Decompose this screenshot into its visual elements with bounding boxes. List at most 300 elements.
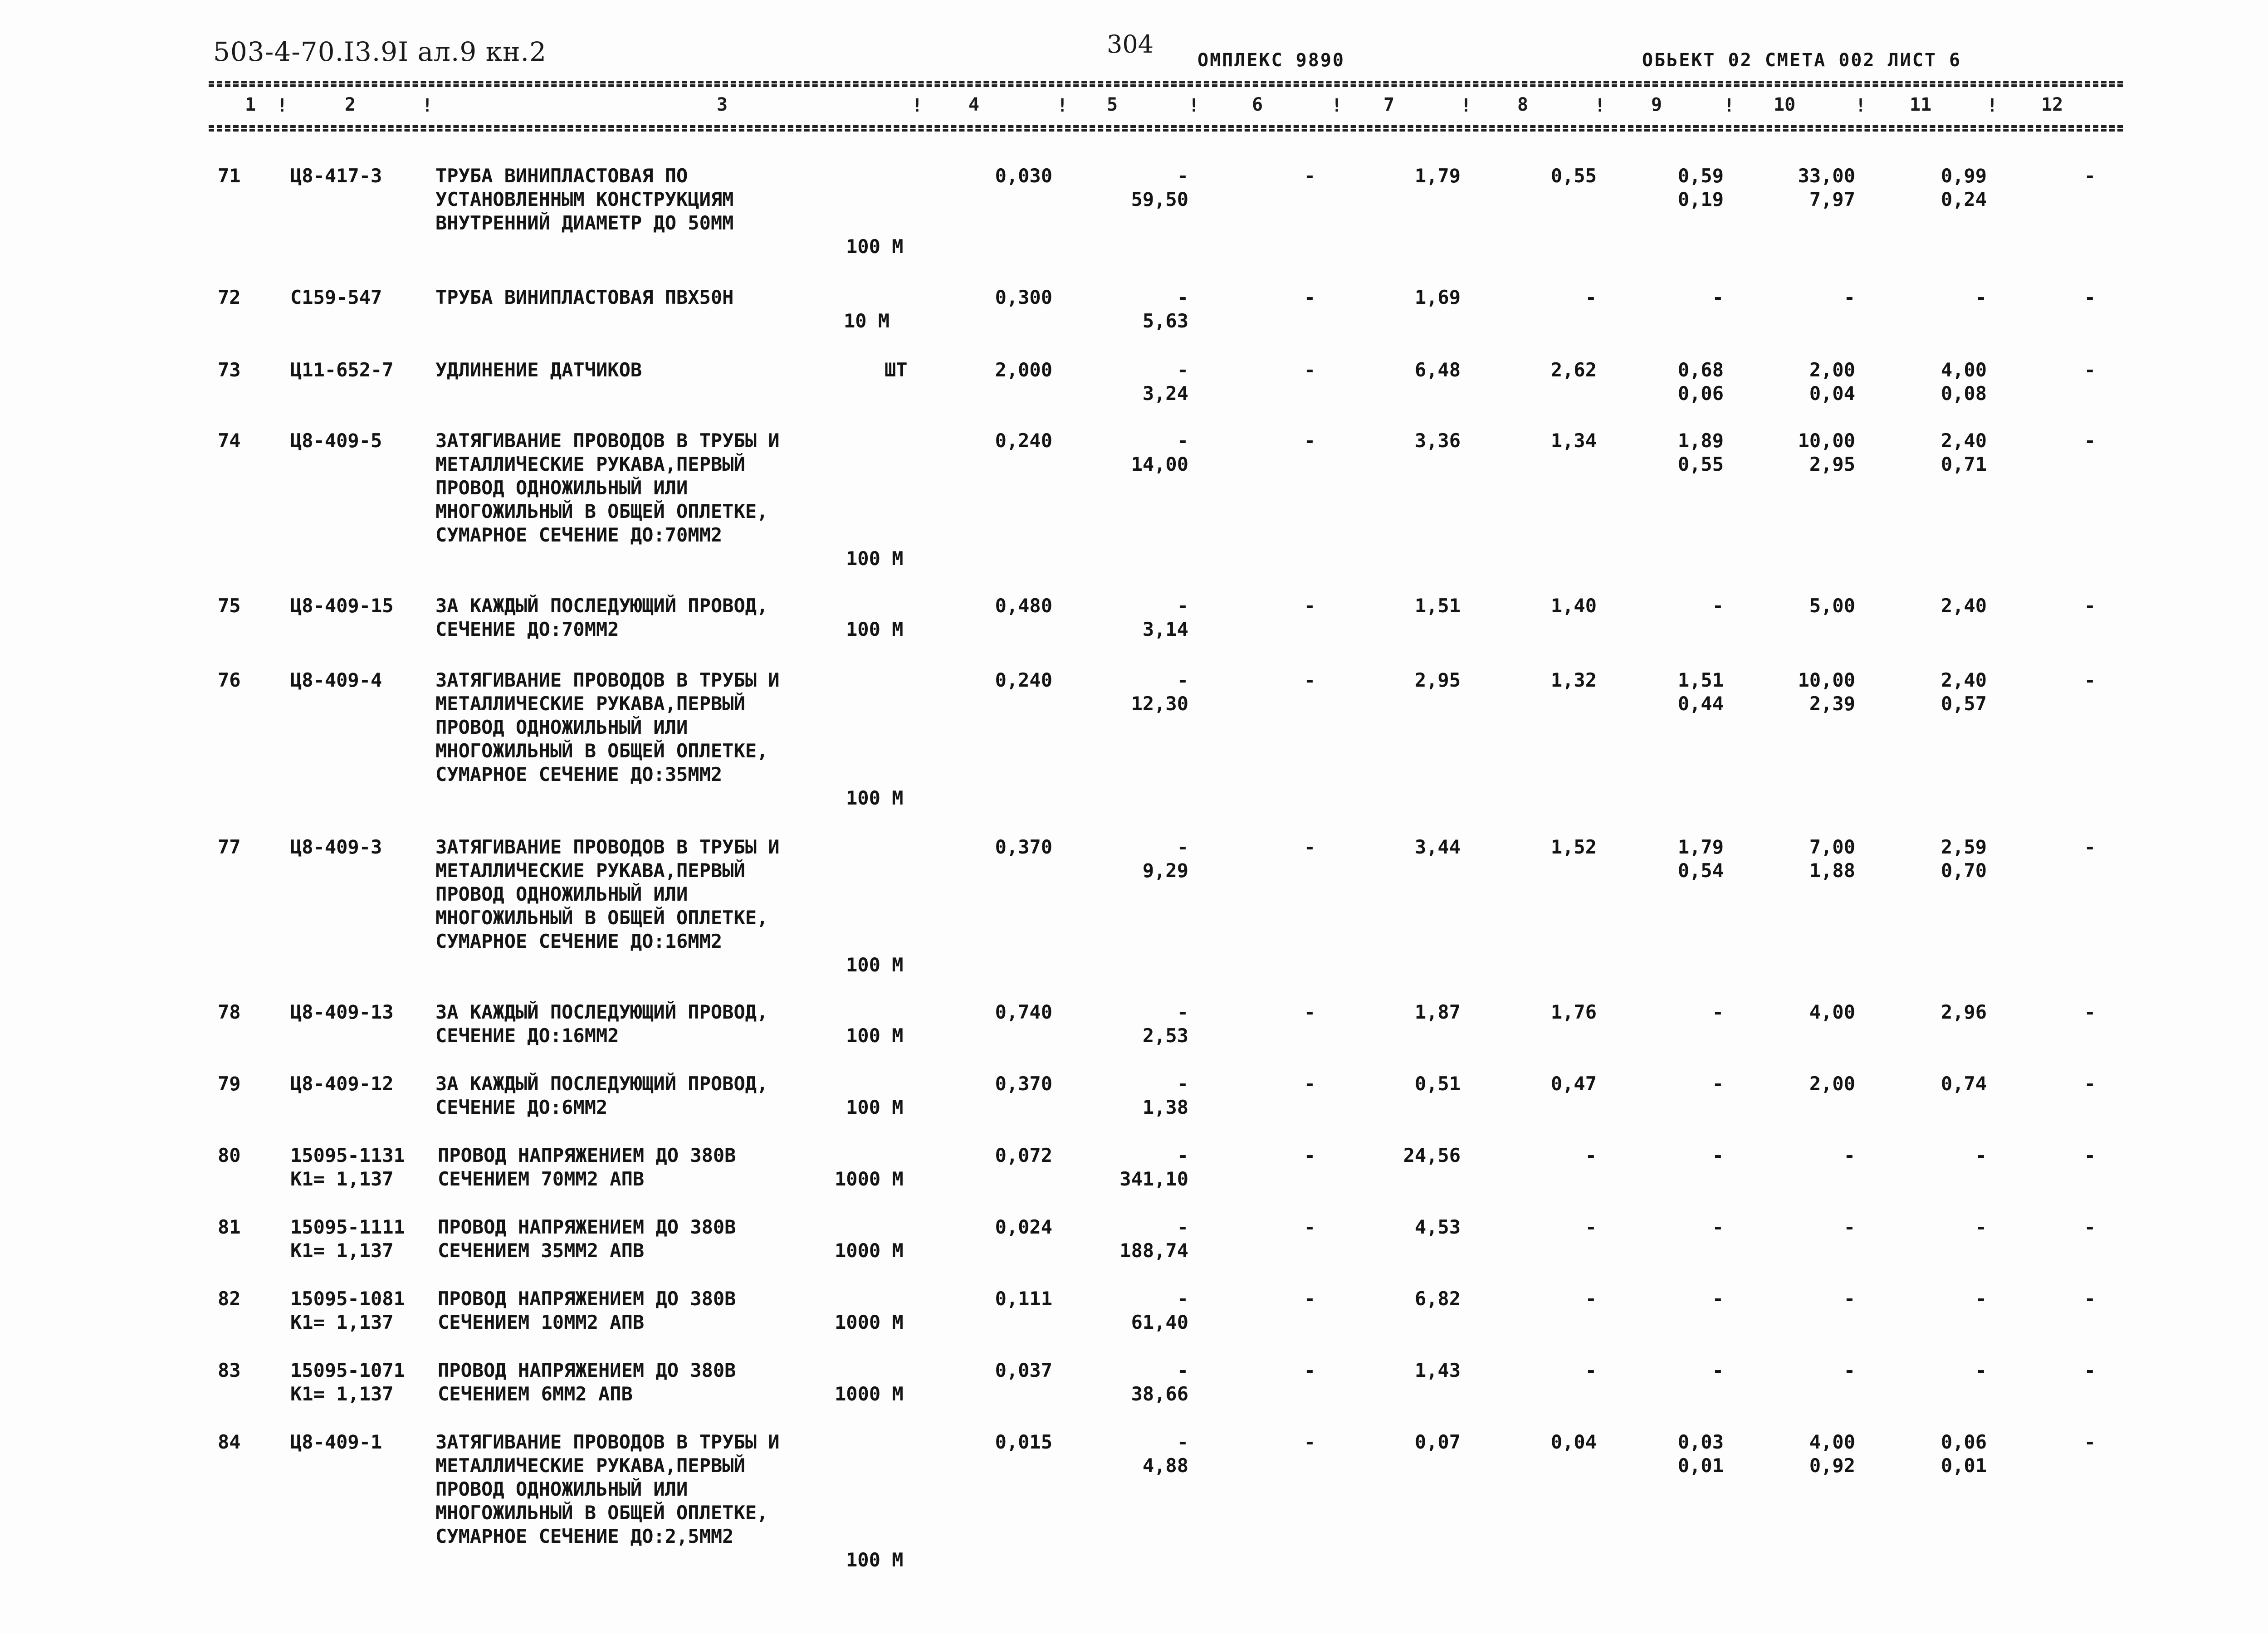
- value-col-11-line: 0,01: [1941, 1454, 1987, 1477]
- value-col-9-line: 0,68: [1677, 359, 1724, 381]
- value-col-12-line: -: [2084, 429, 2096, 452]
- value-col-12: [2041, 1144, 2096, 1167]
- value-col-4: [925, 1072, 1052, 1096]
- value-col-10-line: 2,95: [1809, 453, 1855, 475]
- value-col-8: [1497, 1072, 1597, 1096]
- value-col-10-line: -: [1843, 1359, 1855, 1381]
- rate-code: 15095-1131: [290, 1144, 405, 1166]
- value-col-8: [1497, 1000, 1597, 1024]
- column-separator: !: [1461, 95, 1472, 116]
- row-number: 72: [218, 286, 241, 308]
- value-col-4-line: 0,111: [995, 1288, 1052, 1310]
- value-col-12: [2041, 286, 2096, 309]
- value-col-9-line: 0,54: [1677, 859, 1724, 882]
- value-col-6: [1243, 1287, 1315, 1311]
- value-col-12-line: -: [2084, 165, 2096, 187]
- value-col-11: [1896, 835, 1987, 883]
- measure-unit: 1000 М: [835, 1311, 904, 1333]
- value-col-6: [1243, 594, 1315, 618]
- measure-unit: 100 М: [846, 1024, 904, 1047]
- value-col-7-line: 0,51: [1414, 1073, 1461, 1095]
- value-col-6-line: -: [1304, 595, 1315, 617]
- value-col-6-line: -: [1304, 1431, 1315, 1453]
- value-col-7: [1370, 429, 1461, 453]
- value-col-10-line: 4,00: [1809, 1431, 1855, 1453]
- value-col-5-line: 341,10: [1119, 1168, 1188, 1190]
- column-number-3: 3: [717, 94, 728, 115]
- value-col-6: [1243, 668, 1315, 692]
- row-number: 82: [218, 1288, 241, 1310]
- row-number: 83: [218, 1359, 241, 1381]
- value-col-9: [1633, 835, 1724, 883]
- column-number-7: 7: [1383, 94, 1395, 115]
- work-description: [435, 1000, 768, 1048]
- value-col-8: [1497, 1144, 1597, 1167]
- value-col-5-line: -: [1177, 836, 1188, 858]
- measure-unit: 10 М: [844, 310, 890, 332]
- work-description-line: СУМАРНОЕ СЕЧЕНИЕ ДО:16ММ2: [435, 930, 723, 952]
- value-col-6-line: -: [1304, 1288, 1315, 1310]
- work-description-line: УДЛИНЕНИЕ ДАТЧИКОВ: [435, 359, 642, 381]
- value-col-5: [1043, 1215, 1188, 1263]
- measure-unit: 100 М: [846, 1096, 904, 1118]
- value-col-6: [1243, 1359, 1315, 1382]
- value-col-7: [1370, 1287, 1461, 1311]
- value-col-12: [2041, 1000, 2096, 1024]
- work-description-line: МЕТАЛЛИЧЕСКИЕ РУКАВА,ПЕРВЫЙ: [435, 453, 745, 475]
- value-col-11-line: 2,96: [1941, 1001, 1987, 1023]
- value-col-9: [1633, 668, 1724, 716]
- value-col-6-line: -: [1304, 286, 1315, 308]
- work-description-line: ТРУБА ВИНИПЛАСТОВАЯ ПО: [435, 165, 688, 187]
- work-description-line: МНОГОЖИЛЬНЫЙ В ОБЩЕЙ ОПЛЕТКЕ,: [435, 740, 768, 762]
- value-col-6: [1243, 286, 1315, 309]
- value-col-9: [1633, 594, 1724, 618]
- rate-code: Ц8-409-4: [290, 669, 382, 691]
- value-col-6-line: -: [1304, 1073, 1315, 1095]
- value-col-5-line: -: [1177, 669, 1188, 691]
- value-col-10-line: 7,97: [1809, 188, 1855, 210]
- value-col-6-line: -: [1304, 359, 1315, 381]
- column-number-4: 4: [968, 94, 980, 115]
- work-description: [438, 1359, 736, 1406]
- value-col-10: [1751, 164, 1855, 211]
- column-number-9: 9: [1651, 94, 1662, 115]
- value-col-4-line: 0,030: [995, 165, 1052, 187]
- value-col-5-line: 4,88: [1142, 1454, 1188, 1477]
- value-col-12: [2041, 594, 2096, 618]
- row-number: 73: [218, 359, 241, 381]
- value-col-6: [1243, 164, 1315, 188]
- rate-code: Ц8-409-12: [290, 1073, 394, 1095]
- value-col-7: [1370, 835, 1461, 859]
- value-col-9-line: 0,06: [1677, 382, 1724, 405]
- value-col-9-line: 1,79: [1677, 836, 1724, 858]
- value-col-11: [1896, 1287, 1987, 1311]
- value-col-5-line: -: [1177, 1001, 1188, 1023]
- work-description-line: ПРОВОД НАПРЯЖЕНИЕМ ДО 380В: [438, 1359, 736, 1381]
- value-col-8: [1497, 1287, 1597, 1311]
- value-col-11-line: 0,57: [1941, 693, 1987, 715]
- value-col-11: [1896, 668, 1987, 716]
- value-col-8-line: 1,76: [1550, 1001, 1597, 1023]
- value-col-8: [1497, 1430, 1597, 1454]
- value-col-8: [1497, 164, 1597, 188]
- value-col-12-line: -: [2084, 1359, 2096, 1381]
- value-col-8: [1497, 594, 1597, 618]
- work-description-line: ЗАТЯГИВАНИЕ ПРОВОДОВ В ТРУБЫ И: [435, 1431, 780, 1453]
- rate-code: Ц8-409-3: [290, 836, 382, 858]
- value-col-11-line: 0,99: [1941, 165, 1987, 187]
- header-rule-bottom-2: [209, 129, 2123, 132]
- row-number: 76: [218, 669, 241, 691]
- value-col-12-line: -: [2084, 836, 2096, 858]
- value-col-4: [925, 1215, 1052, 1239]
- row-number: 81: [218, 1216, 241, 1238]
- value-col-5: [1043, 429, 1188, 476]
- value-col-11: [1896, 358, 1987, 405]
- row-number: 79: [218, 1073, 241, 1095]
- measure-unit: 100 М: [846, 787, 904, 809]
- value-col-4: [925, 1359, 1052, 1382]
- row-number: 75: [218, 595, 241, 617]
- header-rule-top-2: [209, 84, 2123, 87]
- value-col-4: [925, 429, 1052, 453]
- coefficient-k1: К1= 1,137: [290, 1168, 394, 1190]
- value-col-10-line: 2,39: [1809, 693, 1855, 715]
- measure-unit: ШТ: [885, 359, 908, 381]
- work-description: [435, 358, 642, 382]
- work-description-line: УСТАНОВЛЕННЫМ КОНСТРУКЦИЯМ: [435, 188, 734, 210]
- value-col-7-line: 1,43: [1414, 1359, 1461, 1381]
- value-col-8-line: 0,04: [1550, 1431, 1597, 1453]
- work-description: [435, 429, 780, 547]
- value-col-5-line: 2,53: [1142, 1024, 1188, 1047]
- value-col-12: [2041, 1359, 2096, 1382]
- value-col-8-line: 0,55: [1550, 165, 1597, 187]
- document-code: 503-4-70.I3.9I ал.9 кн.2: [213, 36, 547, 67]
- value-col-4: [925, 164, 1052, 188]
- value-col-11-line: -: [1975, 1359, 1987, 1381]
- value-col-5-line: 14,00: [1131, 453, 1188, 475]
- value-col-7: [1370, 668, 1461, 692]
- work-description-line: ЗАТЯГИВАНИЕ ПРОВОДОВ В ТРУБЫ И: [435, 836, 780, 858]
- work-description-line: ТРУБА ВИНИПЛАСТОВАЯ ПВХ50Н: [435, 286, 734, 308]
- value-col-9: [1633, 1215, 1724, 1239]
- value-col-8-line: -: [1585, 1216, 1597, 1238]
- value-col-9-line: -: [1712, 1001, 1724, 1023]
- value-col-5-line: 9,29: [1142, 859, 1188, 882]
- value-col-10-line: 0,92: [1809, 1454, 1855, 1477]
- value-col-11: [1896, 1359, 1987, 1382]
- value-col-7-line: 2,95: [1414, 669, 1461, 691]
- value-col-10: [1751, 358, 1855, 405]
- work-description-line: СУМАРНОЕ СЕЧЕНИЕ ДО:70ММ2: [435, 524, 723, 546]
- rate-code: Ц8-409-15: [290, 595, 394, 617]
- measure-unit: 1000 М: [835, 1383, 904, 1405]
- value-col-7-line: 1,51: [1414, 595, 1461, 617]
- value-col-9-line: 0,01: [1677, 1454, 1724, 1477]
- value-col-4: [925, 1144, 1052, 1167]
- value-col-6-line: -: [1304, 669, 1315, 691]
- value-col-10-line: 7,00: [1809, 836, 1855, 858]
- row-number: 77: [218, 836, 241, 858]
- value-col-9: [1633, 164, 1724, 211]
- value-col-12: [2041, 1287, 2096, 1311]
- value-col-5-line: -: [1177, 1288, 1188, 1310]
- rate-code: Ц8-409-1: [290, 1431, 382, 1453]
- value-col-10-line: 2,00: [1809, 359, 1855, 381]
- value-col-9-line: -: [1712, 1359, 1724, 1381]
- value-col-4: [925, 1430, 1052, 1454]
- column-number-1: 1: [245, 94, 256, 115]
- value-col-11-line: -: [1975, 1288, 1987, 1310]
- column-number-5: 5: [1107, 94, 1118, 115]
- value-col-10: [1751, 1430, 1855, 1478]
- value-col-12: [2041, 668, 2096, 692]
- work-description-line: ПРОВОД ОДНОЖИЛЬНЫЙ ИЛИ: [435, 883, 688, 905]
- value-col-11-line: 0,71: [1941, 453, 1987, 475]
- value-col-7: [1370, 1144, 1461, 1167]
- value-col-5-line: -: [1177, 286, 1188, 308]
- work-description-line: СЕЧЕНИЕМ 6ММ2 АПВ: [438, 1383, 633, 1405]
- value-col-9-line: 0,55: [1677, 453, 1724, 475]
- value-col-7: [1370, 286, 1461, 309]
- measure-unit: 1000 М: [835, 1168, 904, 1190]
- column-number-8: 8: [1517, 94, 1529, 115]
- work-description-line: ВНУТРЕННИЙ ДИАМЕТР ДО 50ММ: [435, 212, 734, 234]
- value-col-11: [1896, 1144, 1987, 1167]
- measure-unit: 100 М: [846, 547, 904, 570]
- value-col-10-line: 0,04: [1809, 382, 1855, 405]
- value-col-5: [1043, 668, 1188, 716]
- value-col-9-line: 1,89: [1677, 429, 1724, 452]
- value-col-10-line: 1,88: [1809, 859, 1855, 882]
- value-col-10: [1751, 286, 1855, 309]
- work-description-line: ЗА КАЖДЫЙ ПОСЛЕДУЮЩИЙ ПРОВОД,: [435, 595, 768, 617]
- value-col-7: [1370, 358, 1461, 382]
- value-col-9: [1633, 358, 1724, 405]
- work-description-line: ЗА КАЖДЫЙ ПОСЛЕДУЮЩИЙ ПРОВОД,: [435, 1073, 768, 1095]
- column-separator: !: [1057, 95, 1068, 116]
- value-col-9-line: -: [1712, 286, 1724, 308]
- value-col-7-line: 6,48: [1414, 359, 1461, 381]
- value-col-9: [1633, 429, 1724, 476]
- work-description-line: МНОГОЖИЛЬНЫЙ В ОБЩЕЙ ОПЛЕТКЕ,: [435, 1502, 768, 1524]
- value-col-7: [1370, 1430, 1461, 1454]
- value-col-6-line: -: [1304, 1144, 1315, 1166]
- value-col-6: [1243, 1000, 1315, 1024]
- value-col-11: [1896, 1072, 1987, 1096]
- work-description-line: ЗАТЯГИВАНИЕ ПРОВОДОВ В ТРУБЫ И: [435, 669, 780, 691]
- row-number: 84: [218, 1431, 241, 1453]
- value-col-10: [1751, 835, 1855, 883]
- value-col-5-line: 5,63: [1142, 310, 1188, 332]
- value-col-7: [1370, 1000, 1461, 1024]
- value-col-5: [1043, 1000, 1188, 1048]
- value-col-8: [1497, 286, 1597, 309]
- value-col-8: [1497, 429, 1597, 453]
- value-col-8: [1497, 1215, 1597, 1239]
- work-description-line: ПРОВОД ОДНОЖИЛЬНЫЙ ИЛИ: [435, 477, 688, 499]
- work-description-line: МНОГОЖИЛЬНЫЙ В ОБЩЕЙ ОПЛЕТКЕ,: [435, 500, 768, 522]
- rate-code: Ц8-409-5: [290, 429, 382, 452]
- value-col-8-line: 1,52: [1550, 836, 1597, 858]
- value-col-8-line: 1,32: [1550, 669, 1597, 691]
- work-description-line: МНОГОЖИЛЬНЫЙ В ОБЩЕЙ ОПЛЕТКЕ,: [435, 907, 768, 929]
- value-col-4-line: 0,024: [995, 1216, 1052, 1238]
- value-col-8-line: -: [1585, 1288, 1597, 1310]
- coefficient-k1: К1= 1,137: [290, 1239, 394, 1262]
- value-col-11-line: -: [1975, 286, 1987, 308]
- value-col-7-line: 0,07: [1414, 1431, 1461, 1453]
- work-description-line: ПРОВОД НАПРЯЖЕНИЕМ ДО 380В: [438, 1288, 736, 1310]
- work-description-line: СУМАРНОЕ СЕЧЕНИЕ ДО:35ММ2: [435, 763, 723, 785]
- value-col-10-line: 5,00: [1809, 595, 1855, 617]
- value-col-7-line: 1,87: [1414, 1001, 1461, 1023]
- rate-code: 15095-1081: [290, 1288, 405, 1310]
- value-col-11: [1896, 1430, 1987, 1478]
- work-description-line: ЗАТЯГИВАНИЕ ПРОВОДОВ В ТРУБЫ И: [435, 429, 780, 452]
- value-col-4-line: 0,072: [995, 1144, 1052, 1166]
- value-col-10-line: 33,00: [1798, 165, 1855, 187]
- value-col-6: [1243, 358, 1315, 382]
- value-col-12-line: -: [2084, 1073, 2096, 1095]
- value-col-12-line: -: [2084, 286, 2096, 308]
- value-col-9-line: -: [1712, 1073, 1724, 1095]
- rate-code: С159-547: [290, 286, 382, 308]
- value-col-12: [2041, 1072, 2096, 1096]
- value-col-6: [1243, 429, 1315, 453]
- value-col-4-line: 2,000: [995, 359, 1052, 381]
- value-col-9-line: -: [1712, 1144, 1724, 1166]
- value-col-12-line: -: [2084, 1216, 2096, 1238]
- value-col-5-line: 3,14: [1142, 618, 1188, 640]
- column-number-11: 11: [1910, 94, 1932, 115]
- value-col-5: [1043, 358, 1188, 405]
- value-col-5: [1043, 1072, 1188, 1119]
- value-col-5: [1043, 164, 1188, 211]
- value-col-4: [925, 594, 1052, 618]
- value-col-11-line: 2,40: [1941, 429, 1987, 452]
- column-separator: !: [1855, 95, 1867, 116]
- value-col-4-line: 0,480: [995, 595, 1052, 617]
- value-col-4-line: 0,037: [995, 1359, 1052, 1381]
- value-col-8-line: 2,62: [1550, 359, 1597, 381]
- page-number: 304: [1107, 30, 1154, 59]
- value-col-9: [1633, 286, 1724, 309]
- value-col-9: [1633, 1287, 1724, 1311]
- value-col-10: [1751, 1215, 1855, 1239]
- value-col-7-line: 6,82: [1414, 1288, 1461, 1310]
- value-col-9-line: -: [1712, 1288, 1724, 1310]
- value-col-5-line: -: [1177, 1359, 1188, 1381]
- work-description-line: СЕЧЕНИЕ ДО:6ММ2: [435, 1096, 608, 1118]
- value-col-4: [925, 286, 1052, 309]
- value-col-8: [1497, 358, 1597, 382]
- value-col-11-line: -: [1975, 1216, 1987, 1238]
- value-col-6: [1243, 1430, 1315, 1454]
- rate-code: Ц8-409-13: [290, 1001, 394, 1023]
- value-col-6: [1243, 1072, 1315, 1096]
- value-col-11: [1896, 286, 1987, 309]
- value-col-5-line: -: [1177, 359, 1188, 381]
- value-col-12: [2041, 358, 2096, 382]
- work-description-line: СЕЧЕНИЕ ДО:70ММ2: [435, 618, 619, 640]
- header-rule-top: [209, 81, 2123, 83]
- value-col-11-line: 0,08: [1941, 382, 1987, 405]
- column-separator: !: [1724, 95, 1735, 116]
- measure-unit: 100 М: [846, 235, 904, 258]
- value-col-9: [1633, 1144, 1724, 1167]
- value-col-5-line: -: [1177, 1431, 1188, 1453]
- value-col-5-line: -: [1177, 1216, 1188, 1238]
- column-number-2: 2: [345, 94, 356, 115]
- value-col-12-line: -: [2084, 1001, 2096, 1023]
- value-col-4-line: 0,240: [995, 429, 1052, 452]
- value-col-6-line: -: [1304, 1359, 1315, 1381]
- column-separator: !: [1331, 95, 1343, 116]
- work-description-line: ПРОВОД ОДНОЖИЛЬНЫЙ ИЛИ: [435, 1478, 688, 1500]
- value-col-10: [1751, 1072, 1855, 1096]
- value-col-4-line: 0,740: [995, 1001, 1052, 1023]
- rate-code: 15095-1111: [290, 1216, 405, 1238]
- value-col-8-line: -: [1585, 1359, 1597, 1381]
- value-col-11: [1896, 1215, 1987, 1239]
- value-col-6-line: -: [1304, 1001, 1315, 1023]
- value-col-4: [925, 358, 1052, 382]
- value-col-9-line: 1,51: [1677, 669, 1724, 691]
- value-col-7-line: 3,36: [1414, 429, 1461, 452]
- value-col-8: [1497, 668, 1597, 692]
- value-col-9-line: 0,19: [1677, 188, 1724, 210]
- value-col-4-line: 0,370: [995, 836, 1052, 858]
- value-col-12-line: -: [2084, 359, 2096, 381]
- measure-unit: 100 М: [846, 618, 904, 640]
- value-col-5-line: 1,38: [1142, 1096, 1188, 1118]
- value-col-5-line: 188,74: [1119, 1239, 1188, 1262]
- value-col-5: [1043, 1287, 1188, 1334]
- column-separator: !: [1594, 95, 1606, 116]
- value-col-7: [1370, 1359, 1461, 1382]
- value-col-7-line: 3,44: [1414, 836, 1461, 858]
- value-col-9-line: 0,44: [1677, 693, 1724, 715]
- value-col-5-line: 59,50: [1131, 188, 1188, 210]
- value-col-12-line: -: [2084, 1288, 2096, 1310]
- work-description-line: СЕЧЕНИЕМ 10ММ2 АПВ: [438, 1311, 645, 1333]
- value-col-5: [1043, 594, 1188, 641]
- work-description: [435, 835, 780, 953]
- complex-label: ОМПЛЕКС 9890: [1198, 50, 1345, 71]
- value-col-4-line: 0,015: [995, 1431, 1052, 1453]
- value-col-12: [2041, 1430, 2096, 1454]
- measure-unit: 1000 М: [835, 1239, 904, 1262]
- column-number-12: 12: [2041, 94, 2063, 115]
- work-description: [438, 1215, 736, 1263]
- column-number-10: 10: [1774, 94, 1796, 115]
- value-col-5-line: 38,66: [1131, 1383, 1188, 1405]
- value-col-5-line: -: [1177, 429, 1188, 452]
- value-col-7: [1370, 594, 1461, 618]
- value-col-5: [1043, 835, 1188, 883]
- work-description: [435, 1430, 780, 1548]
- value-col-12-line: -: [2084, 669, 2096, 691]
- value-col-7-line: 24,56: [1403, 1144, 1461, 1166]
- work-description-line: ПРОВОД ОДНОЖИЛЬНЫЙ ИЛИ: [435, 716, 688, 738]
- column-number-6: 6: [1252, 94, 1263, 115]
- value-col-8-line: 1,34: [1550, 429, 1597, 452]
- row-number: 78: [218, 1001, 241, 1023]
